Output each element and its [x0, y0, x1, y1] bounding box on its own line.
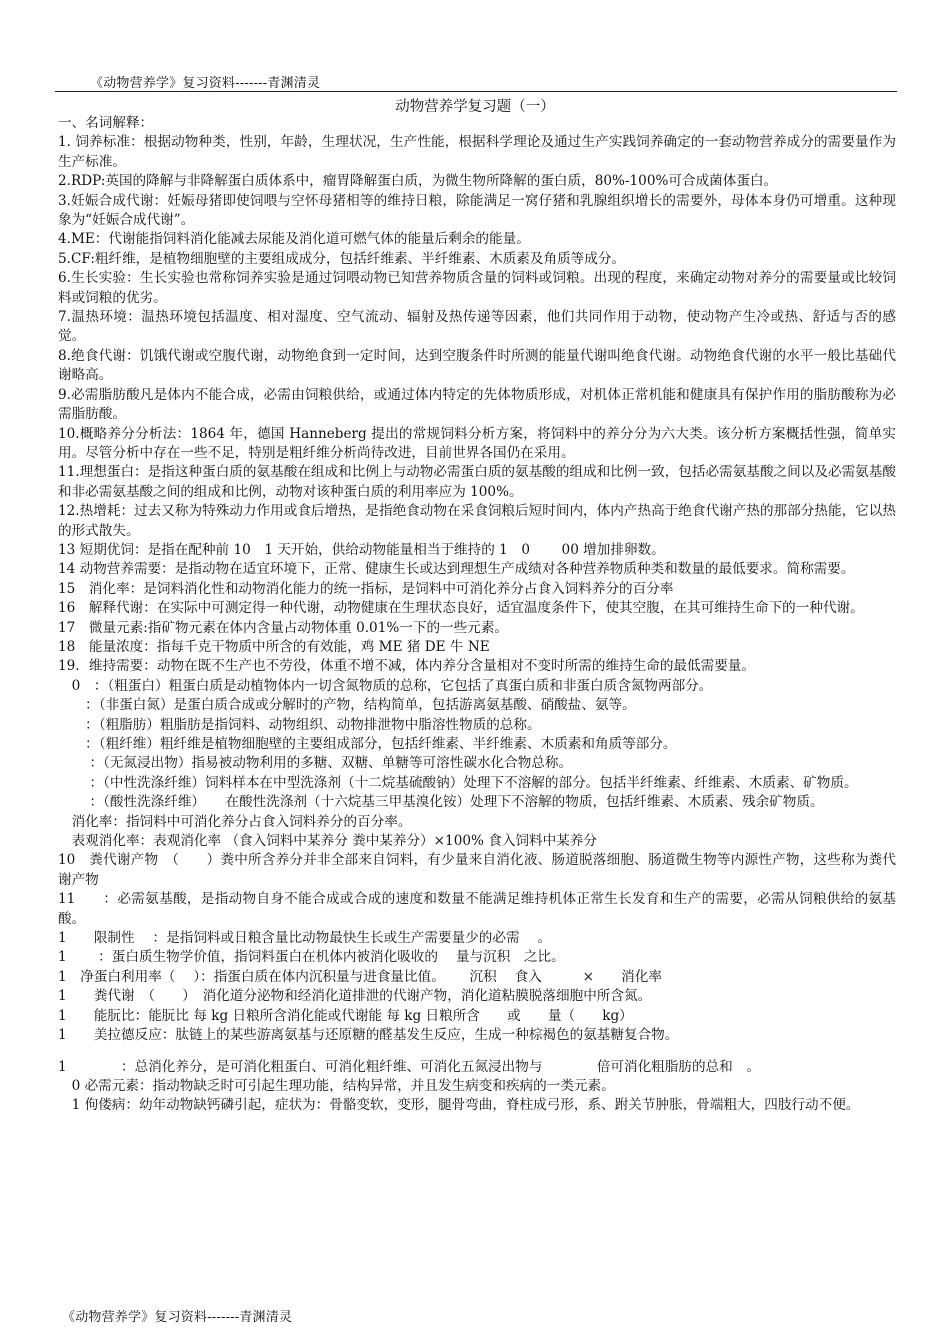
paragraph: 16 解释代谢：在实际中可测定得一种代谢，动物健康在生理状态良好，适宜温度条件下，使其空腹，在其可维持生命下的一种代谢。 [58, 600, 864, 617]
running-header: 《动物营养学》复习资料-------青渊清灵 [90, 76, 321, 91]
paragraph: 0 必需元素：指动物缺乏时可引起生理功能，结构异常，并且发生病变和疾病的一类元素。 [58, 1077, 615, 1094]
header-divider [55, 91, 897, 92]
paragraph: 1 ：总消化养分，是可消化粗蛋白、可消化粗纤维、可消化五氮浸出物与 倍可消化粗脂肪的总和 。 [58, 1058, 760, 1075]
paragraph: 17 微量元素:指矿物元素在体内含量占动物体重 0.01%一下的一些元素。 [58, 619, 509, 636]
paragraph: ：（酸性洗涤纤维） 在酸性洗涤剂（十六烷基三甲基溴化铵）处理下不溶解的物质，包括纤维素、木质素、残余矿物质。 [58, 794, 824, 811]
document-body [58, 114, 896, 1116]
paragraph: 3.妊娠合成代谢：妊娠母猪即使饲喂与空怀母猪相等的维持日粮，除能满足一窝仔猪和乳腺组织增长的需要外，母体本身仍可增重。这种现象为“妊娠合成代谢”。 [58, 192, 896, 229]
paragraph: 11.理想蛋白：是指这种蛋白质的氨基酸在组成和比例上与动物必需蛋白质的氨基酸的组成和比例一致，包括必需氨基酸之间以及必需氨基酸和非必需氨基酸之间的组成和比例，动物对该种蛋白质的利用率应为 100%。 [58, 464, 896, 500]
paragraph: 4.ME：代谢能指饲料消化能减去尿能及消化道可燃气体的能量后剩余的能量。 [58, 231, 530, 248]
paragraph: 14 动物营养需要：是指动物在适宜环境下，正常、健康生长或达到理想生产成绩对各种营养物质种类和数量的最低要求。简称需要。 [58, 561, 855, 578]
paragraph: 1 能朊比：能朊比 每 kg 日粮所含消化能或代谢能 每 kg 日粮所含 或 量（ kg） [58, 1007, 633, 1024]
paragraph: 1 净蛋白利用率（ ）：指蛋白质在体内沉积量与进食量比值。 沉积 食入 × 消化率 [58, 968, 662, 985]
paragraph: 1 美拉德反应：肽链上的某些游离氨基与还原糖的醛基发生反应，生成一种棕褐色的氨基糖复合物。 [58, 1027, 679, 1044]
paragraph: 5.CF:粗纤维，是植物细胞壁的主要组成成分，包括纤维素、半纤维素、木质素及角质等成分。 [58, 250, 626, 267]
paragraph: ：（粗脂肪）粗脂肪是指饲料、动物组织、动物排泄物中脂溶性物质的总称。 [58, 716, 541, 733]
paragraph: 1 佝偻病：幼年动物缺钙磷引起，症状为：骨骼变软，变形，腿骨弯曲，脊柱成弓形，系、跗关节肿胀，骨端粗大，四肢行动不便。 [58, 1097, 860, 1114]
paragraph: 1 粪代谢 （ ） 消化道分泌物和经消化道排泄的代谢产物，消化道粘膜脱落细胞中所含氮。 [58, 988, 652, 1005]
paragraph: ：（无氮浸出物）指易被动物利用的多糖、双糖、单糖等可溶性碳水化合物总称。 [58, 755, 573, 772]
paragraph: ：（中性洗涤纤维）饲料样本在中型洗涤剂（十二烷基硫酸钠）处理下不溶解的部分。包括半纤维素、纤维素、木质素、矿物质。 [58, 774, 858, 791]
paragraph: 7.温热环境：温热环境包括温度、相对湿度、空气流动、辐射及热传递等因素，他们共同作用于动物，使动物产生冷或热、舒适与否的感觉。 [58, 309, 896, 345]
paragraph: ：（非蛋白氮）是蛋白质合成或分解时的产物，结构简单，包括游离氨基酸、硝酸盐、氨等。 [58, 697, 636, 714]
paragraph: 13 短期优饲：是指在配种前 10 1 天开始，供给动物能量相当于维持的 1 0 00 增加排卵数。 [58, 541, 665, 558]
paragraph: 10.概略养分分析法：1864 年，德国 Hanneberg 提出的常规饲料分析方案，将饲料中的养分分为六大类。该分析方案概括性强，简单实用。尽管分析中存在一些不足，特别是粗纤维分析尚待改进，目前世界各国仍在采用。 [58, 425, 896, 461]
paragraph: 1 限制性 ：是指饲料或日粮含量比动物最快生长或生产需要量少的必需 。 [58, 930, 552, 947]
paragraph: 9.必需脂肪酸凡是体内不能合成，必需由饲粮供给，或通过体内特定的先体物质形成，对机体正常机能和健康具有保护作用的脂肪酸称为必需脂肪酸。 [58, 386, 896, 423]
document-title: 动物营养学复习题（一） [395, 99, 555, 115]
paragraph: 12.热增耗：过去又称为特殊动力作用或食后增热，是指绝食动物在采食饲粮后短时间内，体内产热高于绝食代谢产热的那部分热能，它以热的形式散失。 [58, 503, 896, 539]
paragraph: 18 能量浓度：指每千克干物质中所含的有效能，鸡 ME 猪 DE 牛 NE [58, 638, 490, 655]
paragraph: 1 ：蛋白质生物学价值，指饲料蛋白在机体内被消化吸收的 量与沉积 之比。 [58, 949, 565, 966]
paragraph: 消化率：指饲料中可消化养分占食入饲料养分的百分率。 [58, 813, 412, 830]
paragraph: 表观消化率：表观消化率 （食入饲料中某养分 粪中某养分）×100% 食入饲料中某养分 [58, 833, 597, 850]
paragraph: 6.生长实验：生长实验也常称饲养实验是通过饲喂动物已知营养物质含量的饲料或饲粮。出现的程度，来确定动物对养分的需要量或比较饲料或饲粮的优劣。 [58, 270, 896, 306]
section-heading: 一、名词解释： [58, 115, 154, 131]
paragraph: 0 ：（粗蛋白）粗蛋白质是动植物体内一切含氮物质的总称，它包括了真蛋白质和非蛋白质含氮物两部分。 [58, 677, 713, 694]
paragraph: 10 粪代谢产物 （ ）粪中所含养分并非全部来自饲料，有少量来自消化液、肠道脱落细胞、肠道微生物等内源性产物，这些称为粪代谢产物 [58, 852, 896, 888]
paragraph: 11 ：必需氨基酸，是指动物自身不能合成或合成的速度和数量不能满足维持机体正常生长发育和生产的需要，必需从饲粮供给的氨基酸。 [58, 891, 896, 927]
paragraph: ：（粗纤维）粗纤维是植物细胞壁的主要组成部分，包括纤维素、半纤维素、木质素和角质等部分。 [58, 736, 677, 752]
paragraph: 1. 饲养标准：根据动物种类，性别，年龄，生理状况，生产性能，根据科学理论及通过生产实践饲养确定的一套动物营养成分的需要量作为生产标准。 [58, 134, 896, 170]
paragraph: 19．维持需要：动物在既不生产也不劳役，体重不增不减，体内养分含量相对不变时所需的维持生命的最低需要量。 [58, 658, 755, 675]
running-footer: 《动物营养学》复习资料-------青渊清灵 [62, 1310, 293, 1325]
paragraph: 15 消化率：是饲料消化性和动物消化能力的统一指标，是饲料中可消化养分占食入饲料养分的百分率 [58, 580, 674, 597]
paragraph: 8.绝食代谢：饥饿代谢或空腹代谢，动物绝食到一定时间，达到空腹条件时所测的能量代谢叫绝食代谢。动物绝食代谢的水平一般比基础代谢略高。 [58, 347, 896, 384]
paragraph: 2.RDP:英国的降解与非降解蛋白质体系中，瘤胃降解蛋白质，为微生物所降解的蛋白质，80%-100%可合成菌体蛋白。 [58, 173, 778, 190]
